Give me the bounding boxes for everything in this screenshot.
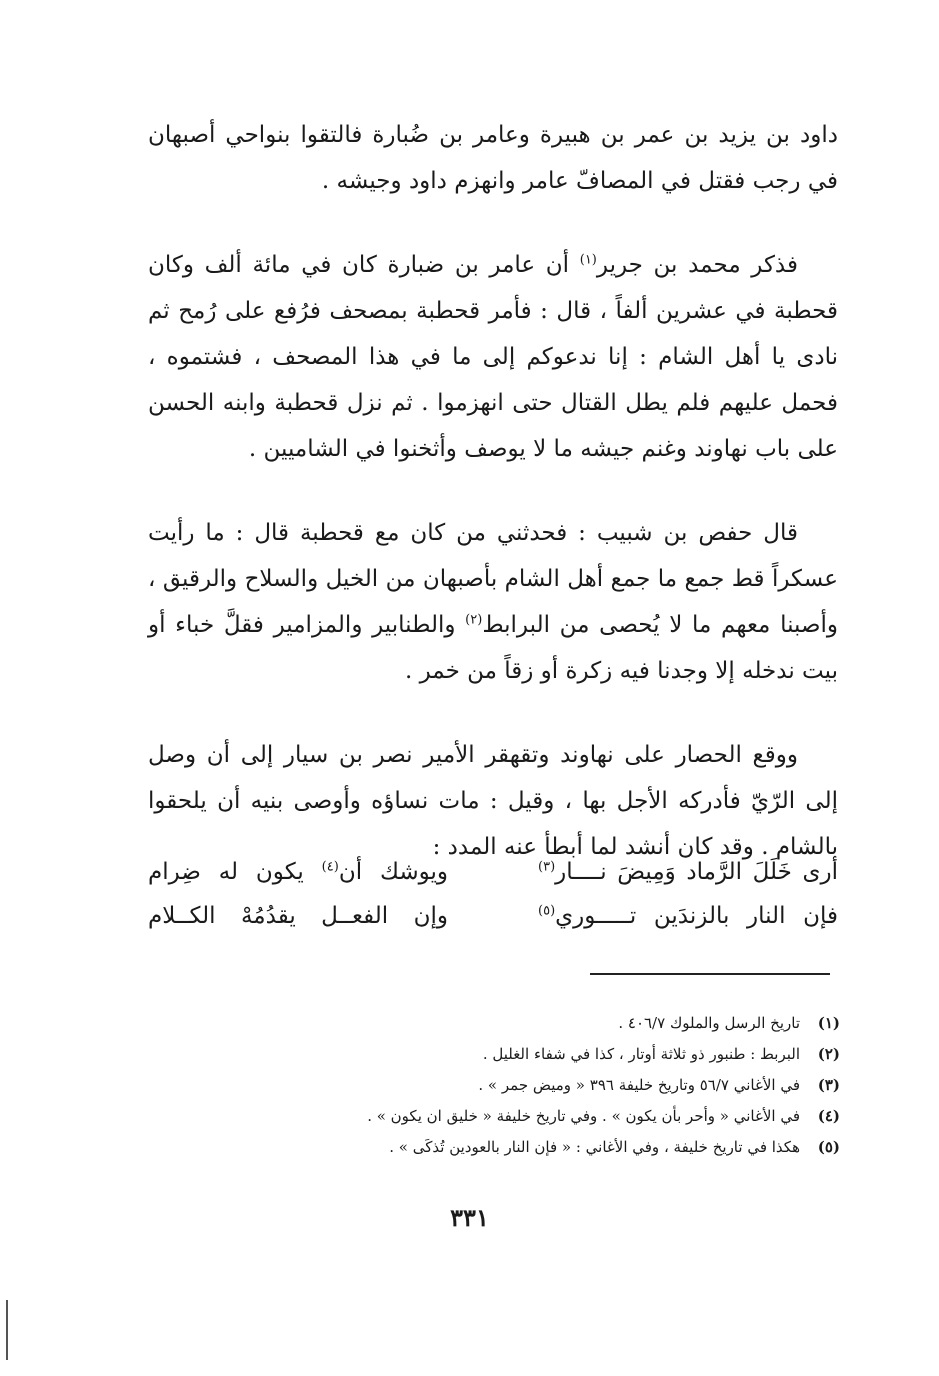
paragraph-text: داود بن يزيد بن عمر بن هبيرة وعامر بن ضُبارة فالتقوا بنواحي أصبهان في رجب فقتل في المصافّ عامر وانهزم داود وجيشه . xyxy=(148,122,838,194)
verse-second-hemistich xyxy=(148,894,448,938)
footnote-text: هكذا في تاريخ خليفة ، وفي الأغاني : « فإن النار بالعودين تُذكَى » . xyxy=(389,1138,800,1156)
verse-first-hemistich xyxy=(538,894,838,938)
footnote-number: (٥) xyxy=(817,1138,840,1156)
verse-1 xyxy=(148,850,838,894)
paragraph-text: قال حفص بن شبيب : فحدثني من كان مع قحطبة قال : ما رأيت عسكراً قط جمع ما جمع أهل الشام بأصبهان من الخيل والسلاح والرقيق ، وأصبنا معهم ما لا يُحصى من البرابط xyxy=(148,520,838,638)
footnote-5 xyxy=(148,1132,840,1162)
page-number: ٣٣١ xyxy=(450,1203,489,1232)
verse-second-hemistich xyxy=(148,850,448,894)
verse-first-hemistich xyxy=(538,850,838,894)
footnote-ref: (٥) xyxy=(538,903,556,919)
hemistich-text: أرى خَلَلَ الرَّماد وَمِيضَ نــــار xyxy=(555,859,838,885)
poem xyxy=(148,850,838,938)
footnote-4 xyxy=(148,1101,840,1131)
footnote-text: البربط : طنبور ذو ثلاثة أوتار ، كذا في شفاء الغليل . xyxy=(482,1045,800,1063)
footnote-ref: (٣) xyxy=(538,859,556,875)
paragraph-3 xyxy=(148,510,838,694)
footnote-1 xyxy=(148,1008,840,1038)
footnote-text: في الأغاني « وأحر بأن يكون » . وفي تاريخ خليفة « خليق ان يكون » . xyxy=(367,1107,800,1125)
hemistich-text: ويوشك أن xyxy=(338,859,449,885)
footnote-separator xyxy=(590,973,830,975)
paragraph-text: فذكر محمد بن جرير xyxy=(596,252,799,278)
footnotes xyxy=(148,1008,840,1163)
footnote-number: (٤) xyxy=(817,1107,840,1125)
paragraph-text: ووقع الحصار على نهاوند وتقهقر الأمير نصر بن سيار إلى أن وصل إلى الرّيّ فأدركه الأجل بها ، وقيل : مات نساؤه وأوصى بنيه أن يلحقوا بالشام . وقد كان أنشد لما أبطأ عنه المدد : xyxy=(148,742,838,860)
footnote-ref: (٤) xyxy=(321,859,339,875)
footnote-text: تاريخ الرسل والملوك ٤٠٦/٧ . xyxy=(618,1014,800,1032)
footnote-ref: (١) xyxy=(579,252,597,268)
footnote-text: في الأغاني ٥٦/٧ وتاريخ خليفة ٣٩٦ « وميض جمر » . xyxy=(478,1076,800,1094)
footnote-2 xyxy=(148,1039,840,1069)
paragraph-2 xyxy=(148,242,838,472)
footnote-number: (٣) xyxy=(817,1076,840,1094)
footnote-3 xyxy=(148,1070,840,1100)
paragraph-1 xyxy=(148,112,838,204)
paragraph-text: أن عامر بن ضبارة كان في مائة ألف وكان قحطبة في عشرين ألفاً ، قال : فأمر قحطبة بمصحف فرُفع على رُمح ثم نادى يا أهل الشام : إنا ندعوكم إلى ما في هذا المصحف ، فشتموه ، فحمل عليهم فلم يطل القتال حتى انهزموا . ثم نزل قحطبة وابنه الحسن على باب نهاوند وغنم جيشه ما لا يوصف وأثخنوا في الشاميين . xyxy=(148,252,838,462)
hemistich-text: فإن النار بالزندَين تـــــوري xyxy=(555,903,838,929)
footnote-number: (١) xyxy=(817,1014,840,1032)
footnote-ref: (٢) xyxy=(465,612,483,628)
verse-2 xyxy=(148,894,838,938)
footnote-number: (٢) xyxy=(817,1045,840,1063)
hemistich-text: وإن الفعــل يقدُمُهْ الكــلام xyxy=(148,903,448,929)
paragraph-text: والطنابير والمزامير فقلَّ خباء أو بيت ندخله إلا وجدنا فيه زكرة أو زقاً من خمر . xyxy=(148,612,838,684)
main-text xyxy=(148,112,838,908)
hemistich-text: يكون له ضِرام xyxy=(148,859,322,885)
scan-edge-mark xyxy=(6,1300,8,1360)
